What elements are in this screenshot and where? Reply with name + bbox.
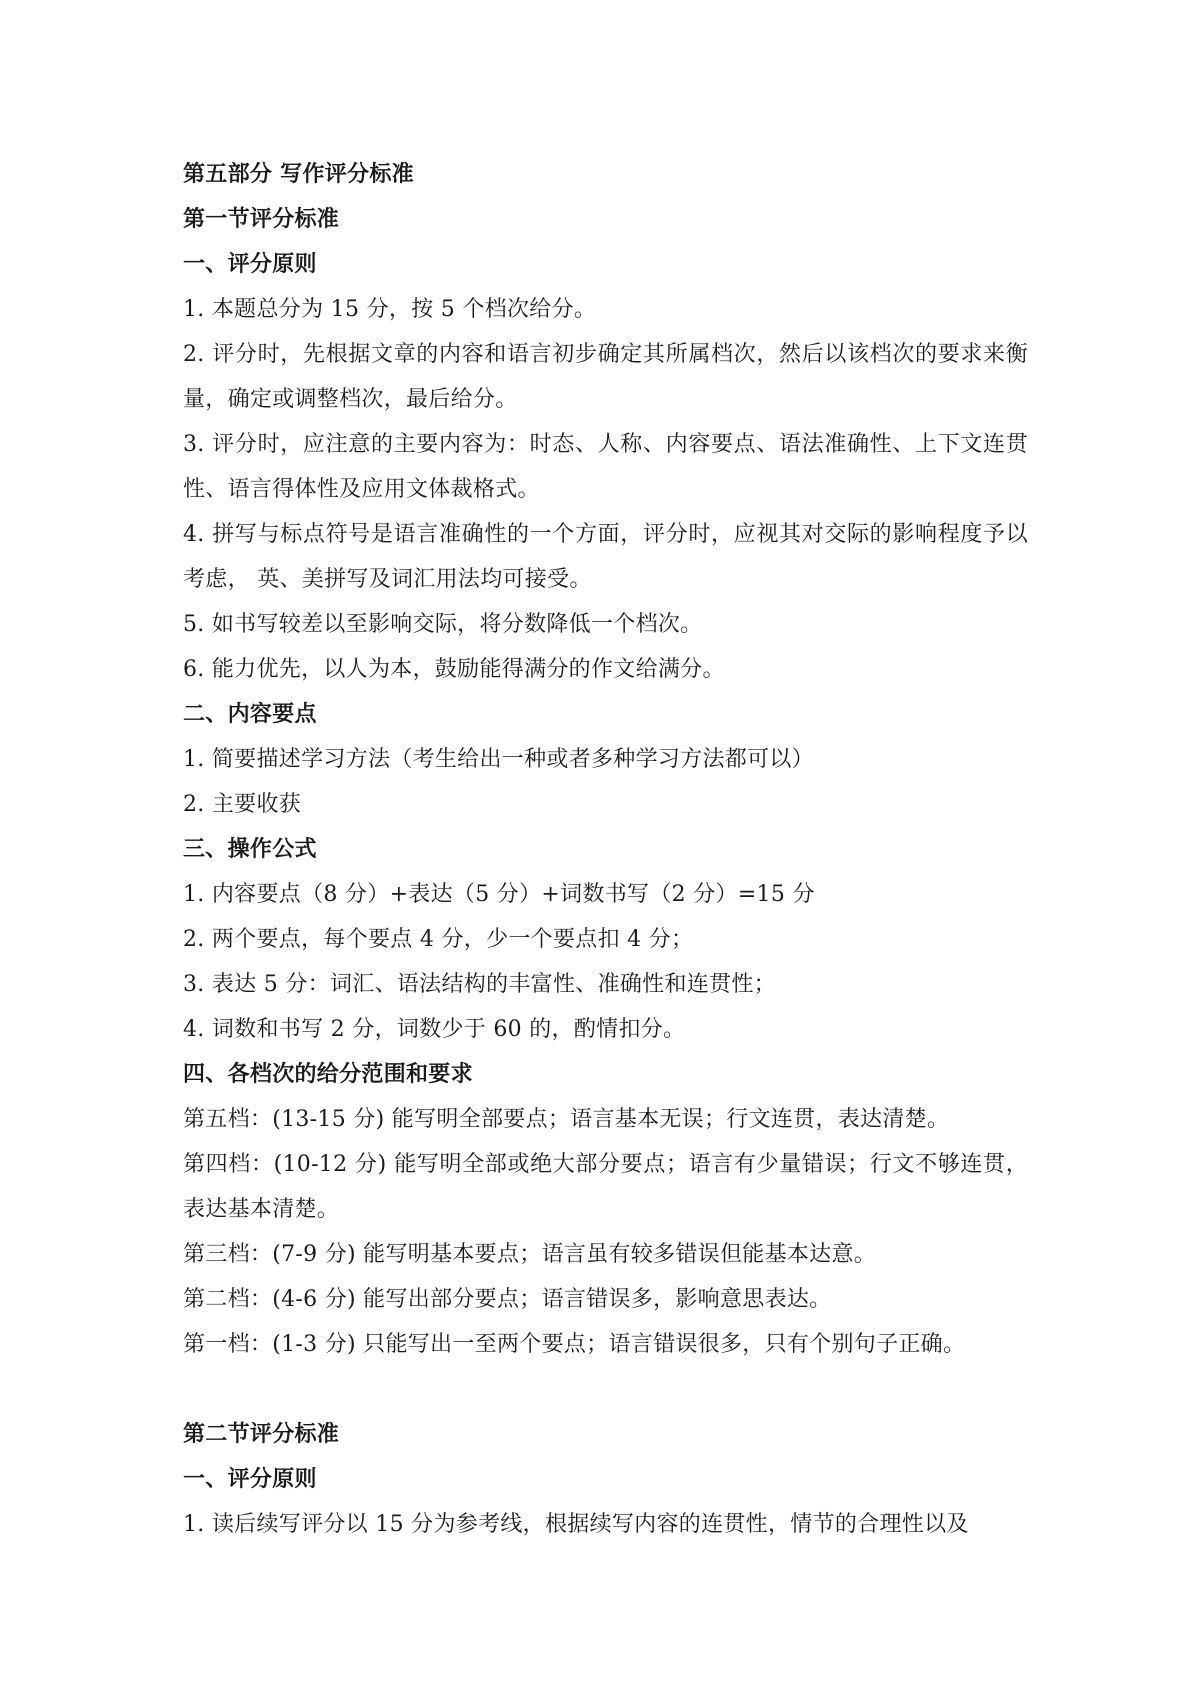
principle-item-3: 3. 评分时，应注意的主要内容为：时态、人称、内容要点、语法准确性、上下文连贯性、语言得体性及应用文体裁格式。 xyxy=(183,432,1028,502)
content-points-heading: 二、内容要点 xyxy=(183,702,317,727)
formula-heading: 三、操作公式 xyxy=(183,837,317,862)
section-2-principles-heading: 一、评分原则 xyxy=(183,1467,317,1492)
principle-item-4: 4. 拼写与标点符号是语言准确性的一个方面，评分时，应视其对交际的影响程度予以考虑， 英、美拼写及词汇用法均可接受。 xyxy=(183,522,1028,592)
principle-item-1: 1. 本题总分为 15 分，按 5 个档次给分。 xyxy=(183,297,597,322)
formula-item-2: 2. 两个要点，每个要点 4 分，少一个要点扣 4 分； xyxy=(183,927,694,952)
formula-item-1: 1. 内容要点（8 分）+表达（5 分）+词数书写（2 分）=15 分 xyxy=(183,882,815,907)
band-item-3: 第三档：(7-9 分) 能写明基本要点；语言虽有较多错误但能基本达意。 xyxy=(183,1242,877,1267)
section-1-principles-heading: 一、评分原则 xyxy=(183,252,317,277)
content-point-item-2: 2. 主要收获 xyxy=(183,792,302,817)
part-title: 第五部分 写作评分标准 xyxy=(183,162,414,187)
principle-item-6: 6. 能力优先，以人为本，鼓励能得满分的作文给满分。 xyxy=(183,657,725,682)
band-item-4: 第四档：(10-12 分) 能写明全部或绝大部分要点；语言有少量错误；行文不够连贯，表达基本清楚。 xyxy=(183,1152,1028,1222)
section-2-principle-item-1: 1. 读后续写评分以 15 分为参考线，根据续写内容的连贯性，情节的合理性以及 xyxy=(183,1512,969,1537)
principle-item-2: 2. 评分时，先根据文章的内容和语言初步确定其所属档次，然后以该档次的要求来衡量，确定或调整档次，最后给分。 xyxy=(183,342,1028,412)
principle-item-5: 5. 如书写较差以至影响交际，将分数降低一个档次。 xyxy=(183,612,703,637)
section-1-title: 第一节评分标准 xyxy=(183,207,340,232)
formula-item-3: 3. 表达 5 分：词汇、语法结构的丰富性、准确性和连贯性； xyxy=(183,972,776,997)
band-item-1: 第一档：(1-3 分) 只能写出一至两个要点；语言错误很多，只有个别句子正确。 xyxy=(183,1332,966,1357)
section-gap xyxy=(183,1367,1028,1412)
section-2-title: 第二节评分标准 xyxy=(183,1422,340,1447)
content-point-item-1: 1. 简要描述学习方法（考生给出一种或者多种学习方法都可以） xyxy=(183,747,814,772)
band-item-2: 第二档：(4-6 分) 能写出部分要点；语言错误多，影响意思表达。 xyxy=(183,1287,832,1312)
band-item-5: 第五档：(13-15 分) 能写明全部要点；语言基本无误；行文连贯，表达清楚。 xyxy=(183,1107,950,1132)
formula-item-4: 4. 词数和书写 2 分，词数少于 60 的，酌情扣分。 xyxy=(183,1017,686,1042)
document-page xyxy=(183,152,1028,1547)
bands-heading: 四、各档次的给分范围和要求 xyxy=(183,1062,473,1087)
